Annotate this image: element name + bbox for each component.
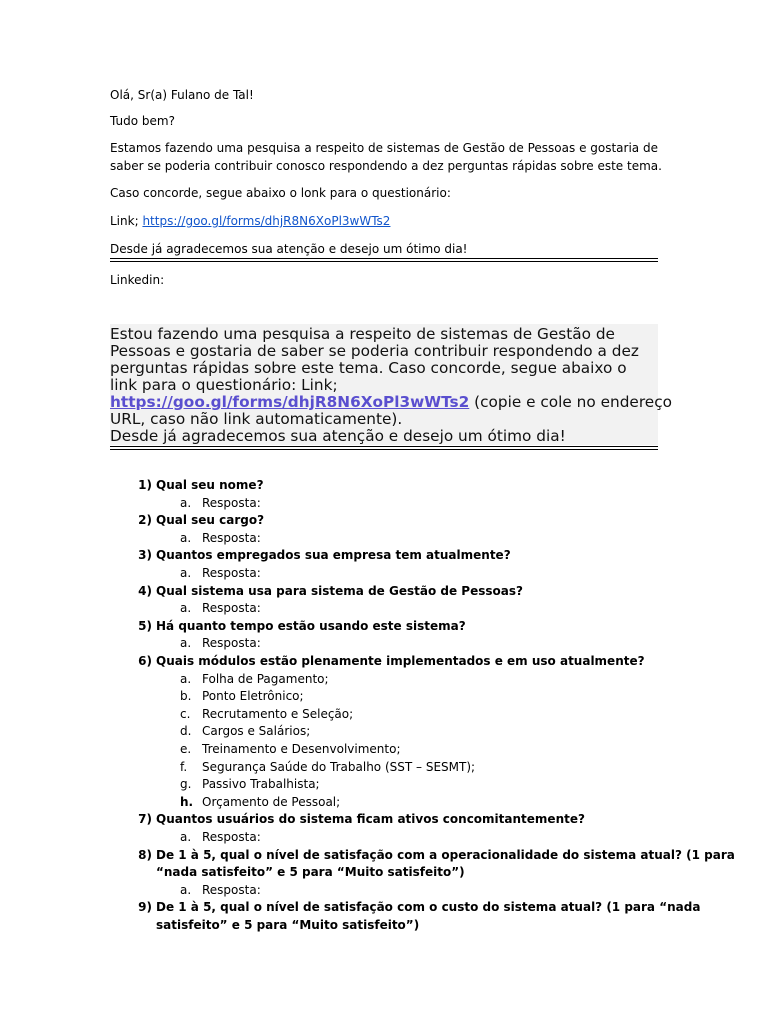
item-text: Há quanto tempo estão usando este sistema? xyxy=(156,618,466,633)
item-text: Qual sistema usa para sistema de Gestão de Pessoas? xyxy=(156,583,523,598)
item-text: Qual seu nome? xyxy=(156,478,264,492)
item-number: a. xyxy=(180,495,192,510)
item-number: a. xyxy=(180,636,192,651)
linkedin-form-link[interactable]: https://goo.gl/forms/dhjR8N6XoPl3wWTs2 xyxy=(110,393,470,411)
linkedin-line-2: Pessoas e gostaria de saber se poderia contribuir respondendo a dez xyxy=(110,342,639,360)
linkedin-line-1: Estou fazendo uma pesquisa a respeito de sistemas de Gestão de xyxy=(110,325,615,343)
how-are-you: Tudo bem? xyxy=(110,114,175,128)
item-number: 2) xyxy=(138,513,152,528)
item-text: Resposta: xyxy=(202,882,261,897)
item-number: 4) xyxy=(138,583,152,598)
thanks-text: Desde já agradecemos sua atenção e desejo um ótimo dia! xyxy=(110,242,468,256)
item-number: h. xyxy=(180,794,194,809)
item-number: a. xyxy=(180,530,192,545)
item-number: b. xyxy=(180,689,192,704)
item-text: Quantos usuários do sistema ficam ativos concomitantemente? xyxy=(156,812,585,827)
linkedin-line-6: URL, caso não link automaticamente). xyxy=(110,410,403,428)
item-number: f. xyxy=(180,759,188,774)
item-text: Qual seu cargo? xyxy=(156,513,265,528)
item-number: d. xyxy=(180,724,192,739)
linkedin-link-suffix: (copie e cole no endereço xyxy=(469,393,672,411)
item-number: a. xyxy=(180,882,192,897)
item-text: Folha de Pagamento; xyxy=(202,671,329,686)
item-text: Cargos e Salários; xyxy=(202,724,311,739)
linkedin-message-box xyxy=(110,324,672,445)
item-text: Resposta: xyxy=(202,830,261,844)
link-line xyxy=(110,212,390,230)
item-text: Resposta: xyxy=(202,636,261,651)
item-text: Resposta: xyxy=(202,495,261,510)
item-text: De 1 à 5, qual o nível de satisfação com a operacionalidade do sistema atual? (1 para xyxy=(156,847,735,862)
item-number: 3) xyxy=(138,548,152,563)
item-text: Orçamento de Pessoal; xyxy=(202,794,341,809)
linkedin-line-7: Desde já agradecemos sua atenção e desejo um ótimo dia! xyxy=(110,427,566,445)
item-number: 6) xyxy=(138,654,152,668)
item-number: a. xyxy=(180,671,192,686)
item-text: Resposta: xyxy=(202,530,261,545)
item-text: Quais módulos estão plenamente implementados e em uso atualmente? xyxy=(156,654,645,668)
linkedin-line-5 xyxy=(110,394,672,411)
agree-text: Caso concorde, segue abaixo o lonk para o questionário: xyxy=(110,186,451,200)
link-label: Link; xyxy=(110,214,143,228)
item-number: g. xyxy=(180,777,192,792)
item-number: 5) xyxy=(138,618,152,633)
item-text: Resposta: xyxy=(202,601,261,616)
linkedin-heading: Linkedin: xyxy=(110,273,165,287)
double-rule xyxy=(110,258,658,262)
item-text: Recrutamento e Seleção; xyxy=(202,706,354,721)
item-text: Quantos empregados sua empresa tem atualmente? xyxy=(156,548,511,563)
item-number: a. xyxy=(180,601,192,616)
form-link[interactable]: https://goo.gl/forms/dhjR8N6XoPl3wWTs2 xyxy=(142,214,391,228)
item-number: 8) xyxy=(138,847,152,862)
linkedin-line-4: link para o questionário: Link; xyxy=(110,376,338,394)
item-number: a. xyxy=(180,566,192,580)
item-text: Ponto Eletrônico; xyxy=(202,689,304,704)
greeting: Olá, Sr(a) Fulano de Tal! xyxy=(110,88,254,102)
item-text: Resposta: xyxy=(202,566,261,580)
item-number: 7) xyxy=(138,812,152,827)
intro-paragraph-line-2: saber se poderia contribuir conosco respondendo a dez perguntas rápidas sobre este tema. xyxy=(110,159,662,173)
item-text: “nada satisfeito” e 5 para “Muito satisfeito”) xyxy=(156,865,465,880)
item-text: De 1 à 5, qual o nível de satisfação com o custo do sistema atual? (1 para “nada xyxy=(156,900,701,915)
item-text: satisfeito” e 5 para “Muito satisfeito”) xyxy=(156,918,420,932)
item-text: Segurança Saúde do Trabalho (SST – SESMT); xyxy=(202,759,476,774)
item-number: c. xyxy=(180,706,191,721)
item-number: 1) xyxy=(138,478,152,492)
item-number: 9) xyxy=(138,900,152,915)
item-text: Passivo Trabalhista; xyxy=(202,777,320,792)
linkedin-line-3: perguntas rápidas sobre este tema. Caso concorde, segue abaixo o xyxy=(110,359,627,377)
double-rule-2 xyxy=(110,446,658,450)
item-number: a. xyxy=(180,830,192,844)
intro-paragraph-line-1: Estamos fazendo uma pesquisa a respeito de sistemas de Gestão de Pessoas e gostaria de xyxy=(110,141,658,155)
item-number: e. xyxy=(180,742,192,756)
item-text: Treinamento e Desenvolvimento; xyxy=(202,742,401,756)
